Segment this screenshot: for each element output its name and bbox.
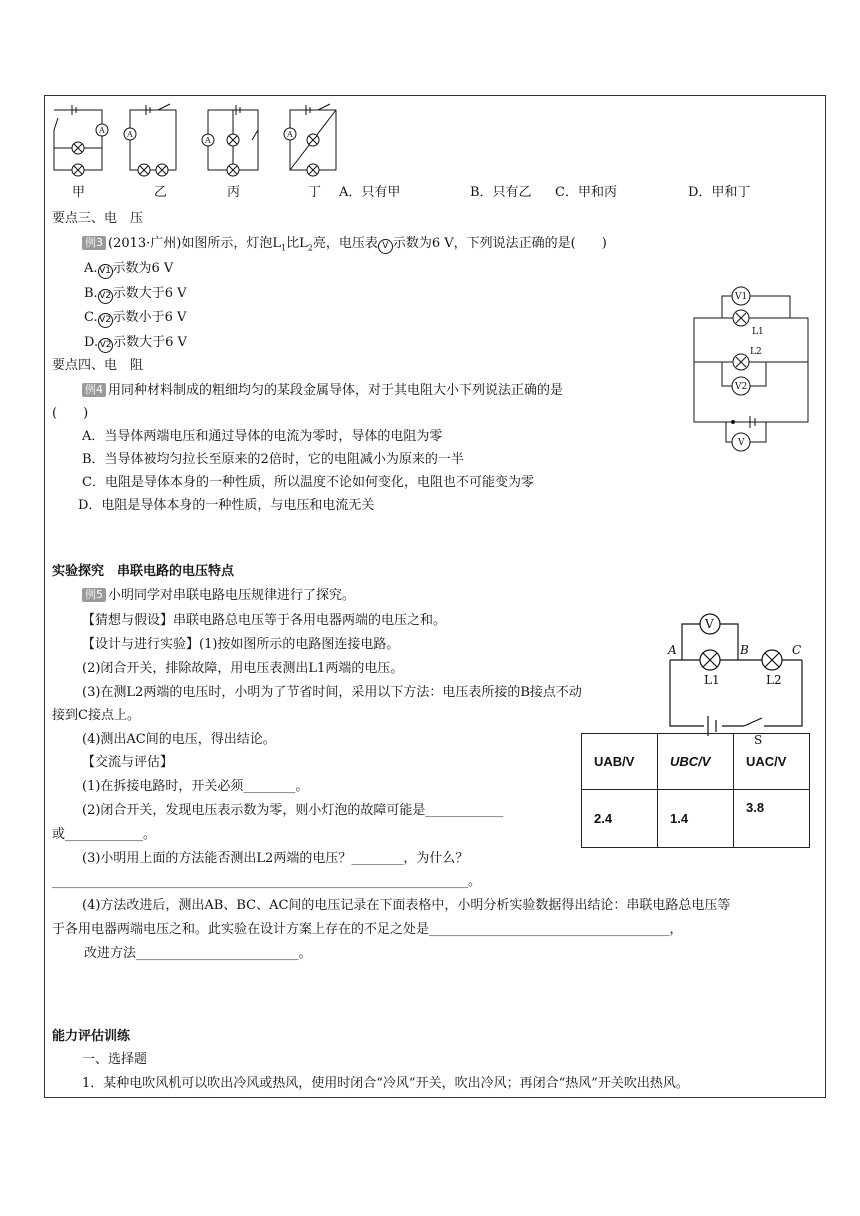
fig5-point-a: A xyxy=(668,643,677,657)
option-b: B．只有乙 xyxy=(470,185,532,200)
evaluation-q4-improve: 改进方法_________________________。 xyxy=(84,946,312,961)
example4-option-d: D．电阻是导体本身的一种性质，与电压和电流无关 xyxy=(78,498,375,513)
option-a: A．只有甲 xyxy=(339,185,401,200)
example-badge: 例3 xyxy=(82,236,106,250)
example4-option-c: C．电阻是导体本身的一种性质，所以温度不论如何变化，电阻也不可能变为零 xyxy=(82,475,534,490)
example-badge: 例4 xyxy=(82,383,106,397)
evaluation-heading: 【交流与评估】 xyxy=(82,755,174,770)
voltmeter-symbol: V2 xyxy=(98,338,113,353)
training-q1: 1．某种电吹风机可以吹出冷风或热风，使用时闭合“冷风”开关，吹出冷风；再闭合“热风”开关吹出热风。 xyxy=(82,1076,689,1091)
example3-option-b: B. V2 示数大于6 V xyxy=(84,285,186,304)
example3-option-d: D. V2 示数大于6 V xyxy=(84,334,187,353)
fig5-voltmeter: V xyxy=(705,617,714,631)
evaluation-q1: (1)在拆接电路时，开关必须________。 xyxy=(82,779,309,794)
fig3-v: V xyxy=(738,438,745,448)
table-header-ubc: UBC/V xyxy=(658,734,734,790)
example3-stem: 例3 (2013·广州)如图所示，灯泡$L_1$比$L_2$亮，电压表 V 示数为6 V，下列说法正确的是( ) xyxy=(82,235,607,258)
fig3-v2: V2 xyxy=(735,382,748,392)
fig5-l1: L1 xyxy=(704,673,720,687)
label-ding: 丁 xyxy=(308,185,322,200)
table-value-uab: 2.4 xyxy=(582,790,658,848)
example4-option-a: A．当导体两端电压和通过导体的电流为零时，导体的电阻为零 xyxy=(82,429,443,444)
example5-intro: 例5 小明同学对串联电路电压规律进行了探究。 xyxy=(82,587,355,605)
label-yi: 乙 xyxy=(154,185,168,200)
label-bing: 丙 xyxy=(227,185,241,200)
evaluation-q3-answer-line: ________________________________________________________________。 xyxy=(52,874,481,889)
table-header-uac: UAC/V xyxy=(734,734,810,790)
example3-option-c: C. V2 示数小于6 V xyxy=(84,309,186,328)
table-value-ubc: 1.4 xyxy=(658,790,734,848)
voltmeter-symbol: V2 xyxy=(98,289,113,304)
example4-answer-slot: ( ) xyxy=(52,406,89,421)
section-heading-resistance: 要点四、电 阻 xyxy=(52,358,144,373)
fig5-point-b: B xyxy=(740,643,749,657)
svg-text:A: A xyxy=(287,130,293,139)
voltmeter-symbol: V1 xyxy=(98,264,113,279)
fig3-l1: L1 xyxy=(752,327,764,337)
training-subheading: 一、选择题 xyxy=(82,1052,148,1067)
voltmeter-symbol: V xyxy=(378,239,393,254)
evaluation-q2-cont: 或____________。 xyxy=(52,827,157,842)
design-step3: (3)在测L2两端的电压时，小明为了节省时间，采用以下方法：电压表所接的B接点不动 xyxy=(82,685,582,700)
svg-text:A: A xyxy=(99,126,105,135)
svg-text:A: A xyxy=(205,136,211,145)
example4-stem: 例4 用同种材料制成的粗细均匀的某段金属导体，对于其电阻大小下列说法正确的是 xyxy=(82,382,563,400)
section-heading-voltage: 要点三、电 压 xyxy=(52,211,144,226)
fig5-l2: L2 xyxy=(766,673,782,687)
svg-text:A: A xyxy=(127,130,133,139)
fig5-switch: S xyxy=(754,733,763,746)
evaluation-q2: (2)闭合开关，发现电压表示数为零，则小灯泡的故障可能是____________ xyxy=(82,803,504,818)
evaluation-q3: (3)小明用上面的方法能否测出L2两端的电压？________，为什么？ xyxy=(82,851,469,866)
design-step1: 【设计与进行实验】(1)按如图所示的电路图连接电路。 xyxy=(82,637,400,652)
fig5-point-c: C xyxy=(792,643,802,657)
voltmeter-symbol: V2 xyxy=(98,313,113,328)
option-d: D．甲和丁 xyxy=(688,185,751,200)
section-heading-experiment: 实验探究 串联电路的电压特点 xyxy=(52,564,235,579)
example5-circuit-figure xyxy=(660,606,824,746)
design-step3-cont: 接到C接点上。 xyxy=(52,708,140,723)
evaluation-q4-cont: 于各用电器两端电压之和。此实验在设计方案上存在的不足之处是_____________________________________， xyxy=(52,922,683,937)
hypothesis: 【猜想与假设】串联电路总电压等于各用电器两端的电压之和。 xyxy=(82,613,447,628)
design-step4: (4)测出AC间的电压，得出结论。 xyxy=(82,732,276,747)
option-c: C．甲和丙 xyxy=(555,185,617,200)
example3-option-a: A. V1 示数为6 V xyxy=(84,260,173,279)
four-circuit-figures xyxy=(48,100,338,180)
table-value-uac: 3.8 xyxy=(734,790,810,848)
table-header-uab: UAB/V xyxy=(582,734,658,790)
example3-circuit-figure xyxy=(686,282,816,464)
evaluation-q4: (4)方法改进后，测出AB、BC、AC间的电压记录在下面表格中，小明分析实验数据得出结论：串联电路总电压等 xyxy=(82,898,731,913)
example-badge: 例5 xyxy=(82,588,106,602)
design-step2: (2)闭合开关，排除故障，用电压表测出L1两端的电压。 xyxy=(82,661,404,676)
label-jia: 甲 xyxy=(72,185,86,200)
fig3-l2: L2 xyxy=(750,347,762,357)
example4-option-b: B．当导体被均匀拉长至原来的2倍时，它的电阻减小为原来的一半 xyxy=(82,452,464,467)
fig3-v1: V1 xyxy=(735,292,748,302)
voltage-data-table xyxy=(581,733,810,848)
section-heading-training: 能力评估训练 xyxy=(52,1029,131,1044)
